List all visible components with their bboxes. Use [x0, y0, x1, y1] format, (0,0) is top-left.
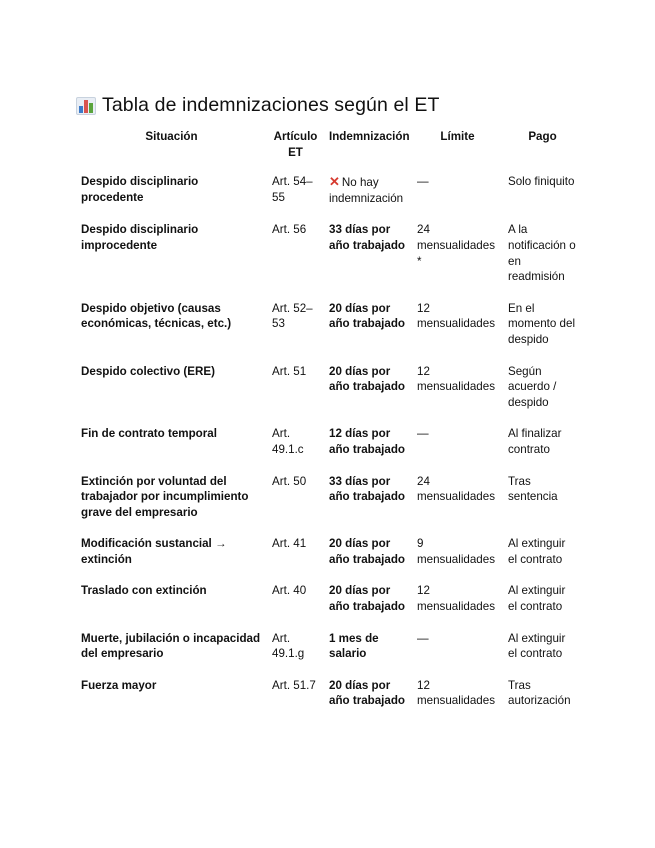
page-title-text: Tabla de indemnizaciones según el ET	[102, 94, 440, 116]
table-row	[76, 359, 582, 422]
cell-limite: 12 mensualidades	[417, 301, 495, 331]
bar-chart-icon	[76, 97, 96, 115]
table-row	[76, 169, 582, 217]
table-header-row	[76, 126, 582, 169]
column-header-indemnizacion: Indemnización	[329, 130, 410, 143]
cell-articulo: Art. 51.7	[272, 678, 316, 692]
cell-indemnizacion: 12 días por año trabajado	[329, 427, 406, 456]
table-row	[76, 578, 582, 625]
column-header-pago: Pago	[528, 130, 557, 143]
cell-situacion: Traslado con extinción	[81, 584, 207, 598]
cell-pago: Tras autorización	[508, 678, 571, 708]
cell-situacion: Despido disciplinario improcedente	[81, 223, 199, 252]
cell-pago: Según acuerdo / despido	[508, 364, 557, 409]
cell-situacion: Extinción por voluntad del trabajador por incumplimiento grave del empresario	[81, 474, 249, 519]
cell-situacion: Fin de contrato temporal	[81, 427, 217, 441]
cell-limite: 12 mensualidades	[417, 678, 495, 708]
cell-situacion: Despido disciplinario procedente	[81, 175, 199, 204]
cell-articulo: Art. 56	[272, 223, 307, 237]
table-row	[76, 296, 582, 359]
cell-indemnizacion: 33 días por año trabajado	[329, 474, 406, 504]
cell-limite: —	[417, 175, 429, 189]
column-header-situacion: Situación	[145, 130, 198, 143]
cell-limite: 12 mensualidades	[417, 584, 495, 614]
cell-indemnizacion	[324, 169, 412, 217]
cell-indemnizacion: 20 días por año trabajado	[329, 364, 406, 394]
column-header-articulo: Artículo ET	[273, 130, 318, 159]
cell-situacion: Fuerza mayor	[81, 678, 157, 692]
cell-articulo: Art. 51	[272, 364, 307, 378]
cell-limite: 24 mensualidades	[417, 474, 495, 504]
page-title	[76, 94, 439, 117]
cell-pago: Al extinguir el contrato	[508, 537, 566, 566]
cell-articulo: Art. 49.1.g	[272, 631, 305, 661]
cell-pago: Al finalizar contrato	[508, 427, 562, 456]
indemnizaciones-table	[76, 126, 582, 720]
table-row	[76, 626, 582, 673]
cell-situacion: Despido objetivo (causas económicas, técnicas, etc.)	[81, 301, 232, 331]
cell-pago: Al extinguir el contrato	[508, 631, 566, 661]
cell-articulo: Art. 54–55	[272, 175, 313, 204]
cell-articulo: Art. 41	[272, 537, 307, 551]
table-row	[76, 673, 582, 720]
cell-indemnizacion: 20 días por año trabajado	[329, 678, 406, 708]
cell-articulo: Art. 40	[272, 584, 307, 598]
cell-pago: Solo finiquito	[508, 175, 575, 189]
cell-pago: En el momento del despido	[508, 301, 576, 346]
table-row	[76, 421, 582, 468]
cell-indemnizacion-text: No hay indemnización	[329, 176, 404, 205]
cross-mark-icon: ✕	[329, 174, 340, 190]
cell-articulo: Art. 52–53	[272, 301, 313, 331]
cell-articulo: Art. 49.1.c	[272, 427, 304, 456]
cell-pago: A la notificación o en readmisión	[508, 223, 576, 284]
cell-situacion: Despido colectivo (ERE)	[81, 364, 215, 378]
cell-limite: 12 mensualidades	[417, 364, 495, 394]
cell-limite: —	[417, 631, 429, 645]
cell-pago: Tras sentencia	[508, 474, 558, 504]
cell-indemnizacion: 33 días por año trabajado	[329, 223, 406, 252]
cell-limite: 9 mensualidades	[417, 537, 495, 566]
cell-indemnizacion: 20 días por año trabajado	[329, 301, 406, 331]
cell-indemnizacion: 20 días por año trabajado	[329, 537, 406, 566]
cell-indemnizacion: 1 mes de salario	[329, 631, 379, 661]
cell-articulo: Art. 50	[272, 474, 307, 488]
cell-limite: —	[417, 427, 429, 441]
table-row	[76, 531, 582, 578]
cell-limite: 24 mensualidades *	[417, 223, 495, 268]
cell-pago: Al extinguir el contrato	[508, 584, 566, 614]
column-header-limite: Límite	[440, 130, 475, 143]
table-row	[76, 469, 582, 532]
table-row	[76, 217, 582, 295]
cell-indemnizacion: 20 días por año trabajado	[329, 584, 406, 614]
cell-situacion: Modificación sustancial → extinción	[81, 537, 227, 566]
cell-situacion: Muerte, jubilación o incapacidad del empresario	[81, 631, 261, 661]
